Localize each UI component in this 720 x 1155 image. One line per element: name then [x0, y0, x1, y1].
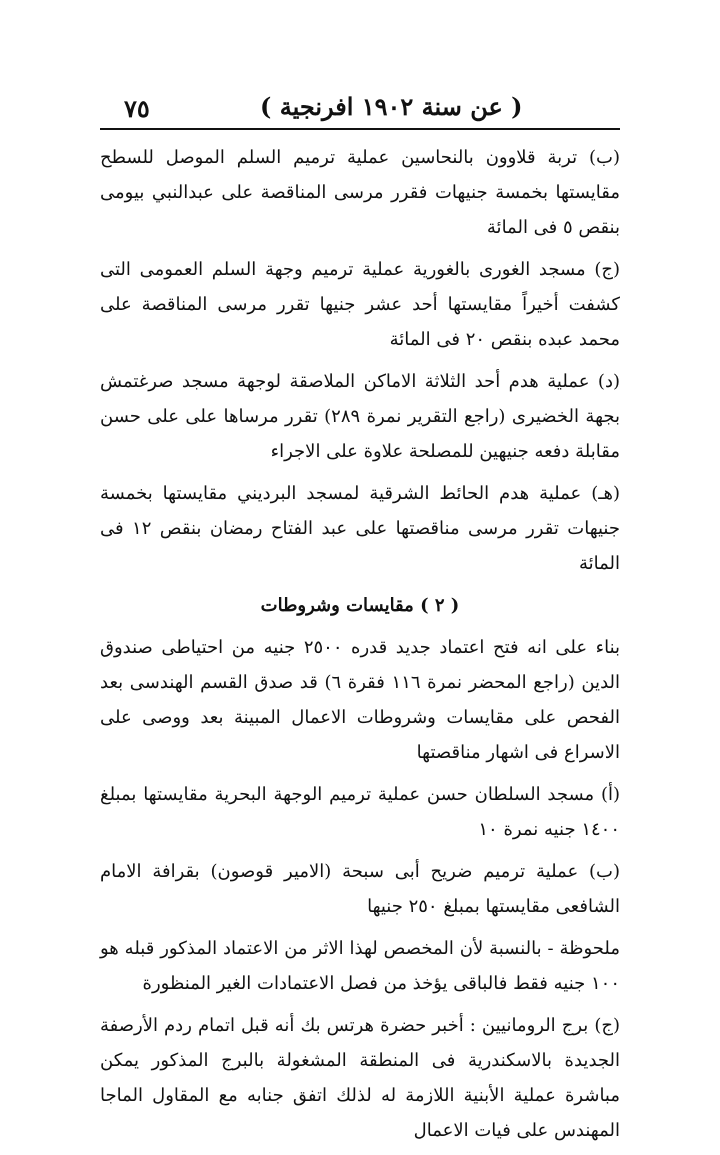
page-header [100, 86, 620, 126]
paragraph-note: ملحوظة - بالنسبة لأن المخصص لهذا الاثر من الاعتماد المذكور قبله هو ١٠٠ جنيه فقط فالباقى يؤخذ من فصل الاعتمادات الغير المنظورة [100, 938, 620, 994]
page-body [100, 140, 620, 1155]
section-heading: ( ٢ ) مقايسات وشروطات [260, 595, 460, 616]
running-title: ( عن سنة ١٩٠٢ افرنجية ) [260, 92, 523, 121]
paragraph-j-romans-tower: (ج) برج الرومانيين : أخبر حضرة هرتس بك أنه قبل اتمام ردم الأرصفة الجديدة بالاسكندرية فى المنطقة المشغولة بالبرج المذكور يمكن مباشرة عملية الأبنية اللازمة له لذلك اتفق جنابه مع المقاول الماجا المهندس على فيات الاعمال [100, 1015, 620, 1141]
paragraph-credit-intro: بناء على انه فتح اعتماد جديد قدره ٢٥٠٠ جنيه من احتياطى صندوق الدين (راجع المحضر نمرة ١١٦ فقرة ٦) قد صدق القسم الهندسى بعد الفحص على مقايسات وشروطات الاعمال المبينة بعد ووصى على الاسراع فى اشهار مناقصتها [100, 637, 621, 763]
paragraph-a-sultan-hasan: (أ) مسجد السلطان حسن عملية ترميم الوجهة البحرية مقايستها بمبلغ ١٤٠٠ جنيه نمرة ١٠ [100, 784, 620, 840]
page-number: ٧٥ [124, 94, 150, 123]
paragraph-b-abu-sibha: (ب) عملية ترميم ضريح أبى سبحة (الامير قوصون) بقرافة الامام الشافعى مقايستها بمبلغ ٢٥٠ جنيها [100, 861, 620, 917]
header-rule [100, 128, 620, 130]
paragraph-b-qalawun: (ب) تربة قلاوون بالنحاسين عملية ترميم السلم الموصل للسطح مقايستها بخمسة جنيهات فقرر مرسى المناقصة على عبدالنبي بيومى بنقص ٥ فى المائة [100, 147, 620, 238]
paragraph-j-ghouri: (ج) مسجد الغورى بالغورية عملية ترميم وجهة السلم العمومى التى كشفت أخيراً مقايستها أحد عشر جنيها تقرر مرسى المناقصة على محمد عبده بنقص ٢٠ فى المائة [100, 259, 620, 350]
paragraph-d-sarghatmish: (د) عملية هدم أحد الثلاثة الاماكن الملاصقة لوجهة مسجد صرغتمش بجهة الخضيرى (راجع التقرير نمرة ٢٨٩) تقرر مرساها على على حسن مقابلة دفعه جنيهين للمصلحة علاوة على الاجراء [100, 371, 620, 462]
paragraph-h-bardini: (هـ) عملية هدم الحائط الشرقية لمسجد البرديني مقايستها بخمسة جنيهات تقرر مرسى مناقصتها على عبد الفتاح رمضان بنقص ١٢ فى المائة [100, 483, 620, 574]
